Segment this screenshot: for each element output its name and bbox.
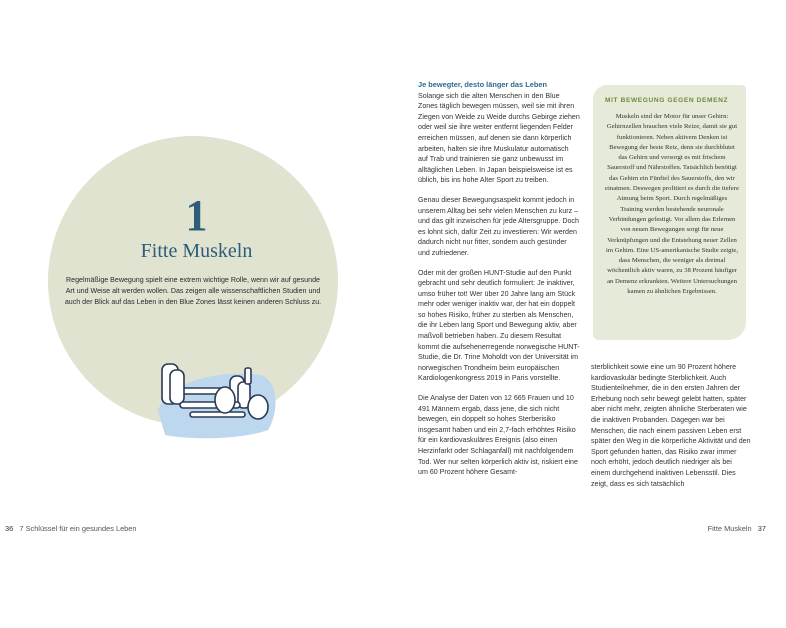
right-page	[393, 0, 786, 628]
text-column-2	[591, 362, 753, 498]
chapter-intro: Regelmäßige Bewegung spielt eine extrem wichtige Rolle, wenn wir auf gesunde Art und Weise alt werden wollen. Das zeigen alle wissenschaftlichen Studien und auch der Blick auf das Leben in den Blue Zones lässt keinen anderen Schluss zu.	[64, 276, 322, 306]
section-heading: Je bewegter, desto länger das Leben	[418, 80, 547, 89]
paragraph: Genau dieser Bewegungsaspekt kommt jedoch in unserem Alltag bei sehr vielen Menschen zu kurz – und das gilt inzwischen für jede Altersgruppe. Doch es lohnt sich, dafür Zeit zu investieren: Wir werden dadurch nicht nur fitter, sondern auch gesünder und zufriedener.	[418, 195, 579, 257]
dumbbells-illustration	[150, 340, 280, 440]
left-footer	[5, 524, 137, 533]
paragraph: sterblichkeit sowie eine um 90 Prozent höhere kardiovaskulär bedingte Sterblichkeit. Auch Studienteilnehmer, die in den ersten Jahren der Erhebung noch sehr bewegt gelebt hatten, später aber nicht mehr, zeigten ähnliche Sterberaten wie die inaktiven Probanden. Dagegen war bei Menschen, die nach einem passiven Leben erst später den Weg in die körperliche Aktivität und den Sport gefunden hatten, das Risiko zwar immer noch erhöht, jedoch deutlich niedriger als bei einem durchgehend inaktiven Lebensstil. Dies zeigt, dass es sich tatsächlich	[591, 363, 751, 488]
chapter-title: Fitte Muskeln	[140, 240, 253, 262]
text-column-1	[418, 80, 580, 487]
paragraph: Oder mit der großen HUNT-Studie auf den Punkt gebracht und sehr deutlich formuliert: Je inaktiver, umso früher tot! Wer über 20 Jahre lang am Stück mehr oder weniger inaktiv war, der hat ein doppelt so hohes Risiko, früher zu sterben als Menschen, die ihr Leben lang Sport und Bewegung aktiv, aber maßvoll betrieben haben. Zu diesem Resultat kommt die aufsehenerregende norwegische HUNT-Studie, die Dr. Trine Moholdt von der Universität im norwegischen Trondheim beim europäischen Kardiologenkongress 2019 in Paris vorstellte.	[418, 268, 580, 383]
right-footer	[708, 524, 766, 533]
right-page-number: 37	[757, 524, 766, 533]
info-box	[593, 85, 746, 340]
paragraph: Die Analyse der Daten von 12 665 Frauen und 10 491 Männern ergab, dass jene, die sich nicht bewegen, ein doppelt so hohes Sterberisiko insgesamt haben und ein 2,7-fach erhöhtes Risiko für ein kardiovaskuläres Ereignis (also einen Herzinfarkt oder Schlaganfall) mit nachfolgendem Tod. Wer nur selten körperlich aktiv ist, riskiert eine um 60 Prozent höhere Gesamt-	[418, 394, 578, 477]
chapter-number: 1	[185, 191, 208, 240]
left-page-number: 36	[5, 524, 14, 533]
right-footer-text: Fitte Muskeln	[707, 524, 752, 533]
info-box-text: Muskeln sind der Motor für unser Gehirn: Gehirnzellen brauchen viele Reize, damit sie gut funktionieren. Neben aktivem Denken ist Bewegung der beste Reiz, denn sie durchblutet das Gehirn und versorgt es mit frischem Sauerstoff und Nährstoffen. Tatsächlich benötigt das Gehirn ein Fünftel des Sauerstoffs, den wir einatmen. Deswegen profitiert es durch die tiefere Atmung beim Sport. Durch regelmäßiges Training werden bestehende neuronale Verbindungen gefestigt. Vor allem das Erlernen von neuen Bewegungen sorgt für neue Verknüpfungen und die Entstehung neuer Zellen im Gehirn. Eine US-amerikanische Studie zeigte, dass Menschen, die weniger als dreimal wöchentlich aktiv waren, zu 38 Prozent häufiger an Demenz erkrankten. Weitere Untersuchungen kamen zu ähnlichen Ergebnissen.	[605, 113, 739, 296]
left-footer-text: 7 Schlüssel für ein gesundes Leben	[19, 524, 137, 533]
paragraph: Solange sich die alten Menschen in den Blue Zones täglich bewegen müssen, weil sie mit ihren Ziegen von Weide zu Weide durchs Gebirge ziehen oder weil sie ihre weiter entfernt liegenden Felder erreichen müssen, auf denen sie dann körperlich arbeiten, halten sie ihre Muskulatur automatisch auf Trab und trainieren sie ganz unbewusst im alltäglichen Leben. In Japan beispielsweise ist es üblich, bis ins hohe Alter Sport zu treiben.	[418, 91, 580, 185]
info-box-title: MIT BEWEGUNG GEGEN DEMENZ	[605, 97, 729, 104]
